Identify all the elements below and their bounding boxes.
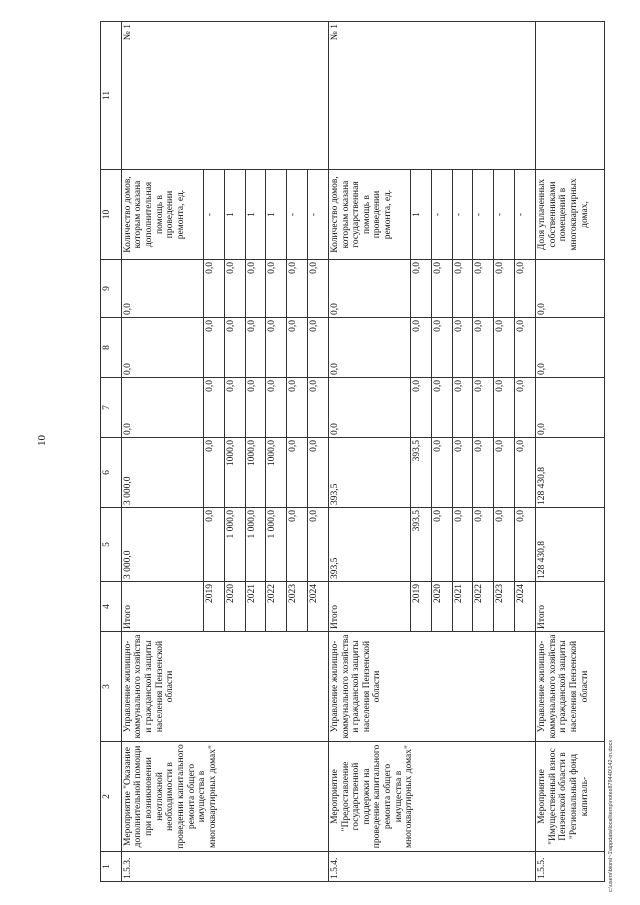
value-cell: 0,0 xyxy=(287,378,308,438)
value-cell: 0,0 xyxy=(308,438,329,508)
value-cell: 0,0 xyxy=(266,318,287,378)
value-cell: 0,0 xyxy=(536,378,605,438)
event-name: Мероприятие "Оказание дополнительной помощи при возникновении неотложной необходимости в проведении капитального ремонта общего имущества в многоквартирных домах" xyxy=(121,742,328,852)
value-cell: 0,0 xyxy=(224,378,245,438)
col-number: 7 xyxy=(101,378,122,438)
year-cell: 2019 xyxy=(203,582,224,632)
value-cell: 3 000,0 xyxy=(121,508,203,582)
year-cell: 2023 xyxy=(494,582,515,632)
indicator-value: 1 xyxy=(224,170,245,260)
value-cell: 0,0 xyxy=(536,260,605,318)
year-cell: 2020 xyxy=(224,582,245,632)
indicator-value: - xyxy=(494,170,515,260)
value-cell: 1000,0 xyxy=(224,438,245,508)
year-cell: 2021 xyxy=(452,582,473,632)
value-cell: 0,0 xyxy=(308,378,329,438)
value-cell: 0,0 xyxy=(328,260,410,318)
value-cell: 393,5 xyxy=(410,438,431,508)
value-cell: 1000,0 xyxy=(245,438,266,508)
value-cell: 128 430,8 xyxy=(536,508,605,582)
value-cell: 0,0 xyxy=(494,378,515,438)
value-cell: 0,0 xyxy=(410,378,431,438)
table-row xyxy=(121,22,203,882)
year-cell: 2020 xyxy=(431,582,452,632)
file-path: c:\users\biorel~1\appdata\local\temp\notes879440\142-m.docx xyxy=(608,739,614,892)
year-cell: 2023 xyxy=(287,582,308,632)
value-cell: 393,5 xyxy=(328,438,410,508)
value-cell: 0,0 xyxy=(431,438,452,508)
value-cell: 0,0 xyxy=(245,260,266,318)
total-label: Итого xyxy=(328,582,410,632)
col-number: 11 xyxy=(101,22,122,170)
year-cell: 2024 xyxy=(308,582,329,632)
value-cell: 0,0 xyxy=(494,318,515,378)
value-cell: 0,0 xyxy=(473,318,494,378)
value-cell: 0,0 xyxy=(308,508,329,582)
value-cell: 0,0 xyxy=(494,260,515,318)
value-cell: 0,0 xyxy=(452,378,473,438)
value-cell: 0,0 xyxy=(473,378,494,438)
indicator-text: Количество домов, которым оказана государственная помощь в проведении ремонта, ед. xyxy=(328,170,410,260)
executor-name: Управление жилищно-коммунального хозяйства и гражданской защиты населения Пензенской области xyxy=(328,632,535,742)
value-cell: 0,0 xyxy=(203,438,224,508)
indicator-value: - xyxy=(287,170,308,260)
value-cell: 0,0 xyxy=(287,438,308,508)
col-number: 5 xyxy=(101,508,122,582)
value-cell: 0,0 xyxy=(515,438,536,508)
value-cell: 0,0 xyxy=(494,508,515,582)
value-cell: 0,0 xyxy=(121,260,203,318)
indicator-value: - xyxy=(308,170,329,260)
value-cell: 0,0 xyxy=(266,260,287,318)
value-cell: 0,0 xyxy=(410,318,431,378)
ref-number: № 1 xyxy=(121,22,328,170)
value-cell: 0,0 xyxy=(473,508,494,582)
program-table xyxy=(100,21,605,882)
indicator-text: Количество домов, которым оказана дополнительная помощь в проведении ремонта, ед. xyxy=(121,170,203,260)
col-number: 9 xyxy=(101,260,122,318)
total-label: Итого xyxy=(536,582,605,632)
value-cell: 0,0 xyxy=(515,318,536,378)
value-cell: 0,0 xyxy=(245,318,266,378)
value-cell: 1 000,0 xyxy=(266,508,287,582)
col-number: 2 xyxy=(101,742,122,852)
event-name: Мероприятие "Предоставление государственной поддержки на проведение капитального ремонта общего имущества в многоквартирных домах" xyxy=(328,742,535,852)
value-cell: 0,0 xyxy=(473,260,494,318)
indicator-value: - xyxy=(431,170,452,260)
indicator-text: Доля уплаченных собственниками помещений в многоквартирных домах, xyxy=(536,170,605,260)
value-cell: 1000,0 xyxy=(266,438,287,508)
value-cell: 128 430,8 xyxy=(536,438,605,508)
value-cell: 0,0 xyxy=(431,260,452,318)
value-cell: 0,0 xyxy=(121,378,203,438)
value-cell: 0,0 xyxy=(452,260,473,318)
value-cell: 0,0 xyxy=(473,438,494,508)
value-cell: 0,0 xyxy=(515,260,536,318)
executor-name: Управление жилищно-коммунального хозяйства и гражданской защиты населения Пензенской области xyxy=(121,632,328,742)
value-cell: 1 000,0 xyxy=(224,508,245,582)
value-cell: 0,0 xyxy=(410,260,431,318)
rotated-page xyxy=(100,22,605,882)
value-cell: 0,0 xyxy=(536,318,605,378)
value-cell: 0,0 xyxy=(308,260,329,318)
value-cell: 0,0 xyxy=(203,508,224,582)
indicator-value: 1 xyxy=(266,170,287,260)
value-cell: 0,0 xyxy=(308,318,329,378)
year-cell: 2024 xyxy=(515,582,536,632)
col-number: 3 xyxy=(101,632,122,742)
value-cell: 0,0 xyxy=(203,260,224,318)
year-cell: 2021 xyxy=(245,582,266,632)
value-cell: 0,0 xyxy=(328,318,410,378)
col-number: 1 xyxy=(101,852,122,882)
value-cell: 393,5 xyxy=(410,508,431,582)
value-cell: 0,0 xyxy=(203,378,224,438)
row-id: 1.5.3. xyxy=(121,852,328,882)
ref-number xyxy=(536,22,605,170)
total-label: Итого xyxy=(121,582,203,632)
header-row xyxy=(101,22,122,882)
value-cell: 0,0 xyxy=(515,378,536,438)
value-cell: 0,0 xyxy=(203,318,224,378)
indicator-value: - xyxy=(452,170,473,260)
year-cell: 2019 xyxy=(410,582,431,632)
col-number: 10 xyxy=(101,170,122,260)
value-cell: 0,0 xyxy=(431,318,452,378)
indicator-value: 1 xyxy=(410,170,431,260)
table-row xyxy=(536,22,605,882)
value-cell: 0,0 xyxy=(224,318,245,378)
value-cell: 0,0 xyxy=(287,318,308,378)
value-cell: 3 000,0 xyxy=(121,438,203,508)
value-cell: 0,0 xyxy=(224,260,245,318)
executor-name: Управление жилищно-коммунального хозяйства и гражданской защиты населения Пензенской области xyxy=(536,632,605,742)
year-cell: 2022 xyxy=(473,582,494,632)
value-cell: 0,0 xyxy=(494,438,515,508)
value-cell: 393,5 xyxy=(328,508,410,582)
col-number: 4 xyxy=(101,582,122,632)
indicator-value: 1 xyxy=(245,170,266,260)
event-name: Мероприятие "Имущественный взнос Пензенской области в "Региональный фонд капиталь- xyxy=(536,742,605,852)
value-cell: 0,0 xyxy=(431,508,452,582)
year-cell: 2022 xyxy=(266,582,287,632)
indicator-value: - xyxy=(473,170,494,260)
ref-number: № 1 xyxy=(328,22,535,170)
indicator-value: - xyxy=(203,170,224,260)
row-id: 1.5.5. xyxy=(536,852,605,882)
indicator-value: - xyxy=(515,170,536,260)
value-cell: 0,0 xyxy=(328,378,410,438)
value-cell: 0,0 xyxy=(287,508,308,582)
value-cell: 0,0 xyxy=(452,508,473,582)
value-cell: 0,0 xyxy=(452,318,473,378)
value-cell: 0,0 xyxy=(452,438,473,508)
col-number: 6 xyxy=(101,438,122,508)
value-cell: 0,0 xyxy=(121,318,203,378)
page-number: 10 xyxy=(36,435,48,446)
value-cell: 1 000,0 xyxy=(245,508,266,582)
value-cell: 0,0 xyxy=(431,378,452,438)
value-cell: 0,0 xyxy=(245,378,266,438)
table-row xyxy=(328,22,410,882)
value-cell: 0,0 xyxy=(515,508,536,582)
col-number: 8 xyxy=(101,318,122,378)
row-id: 1.5.4. xyxy=(328,852,535,882)
value-cell: 0,0 xyxy=(287,260,308,318)
value-cell: 0,0 xyxy=(266,378,287,438)
